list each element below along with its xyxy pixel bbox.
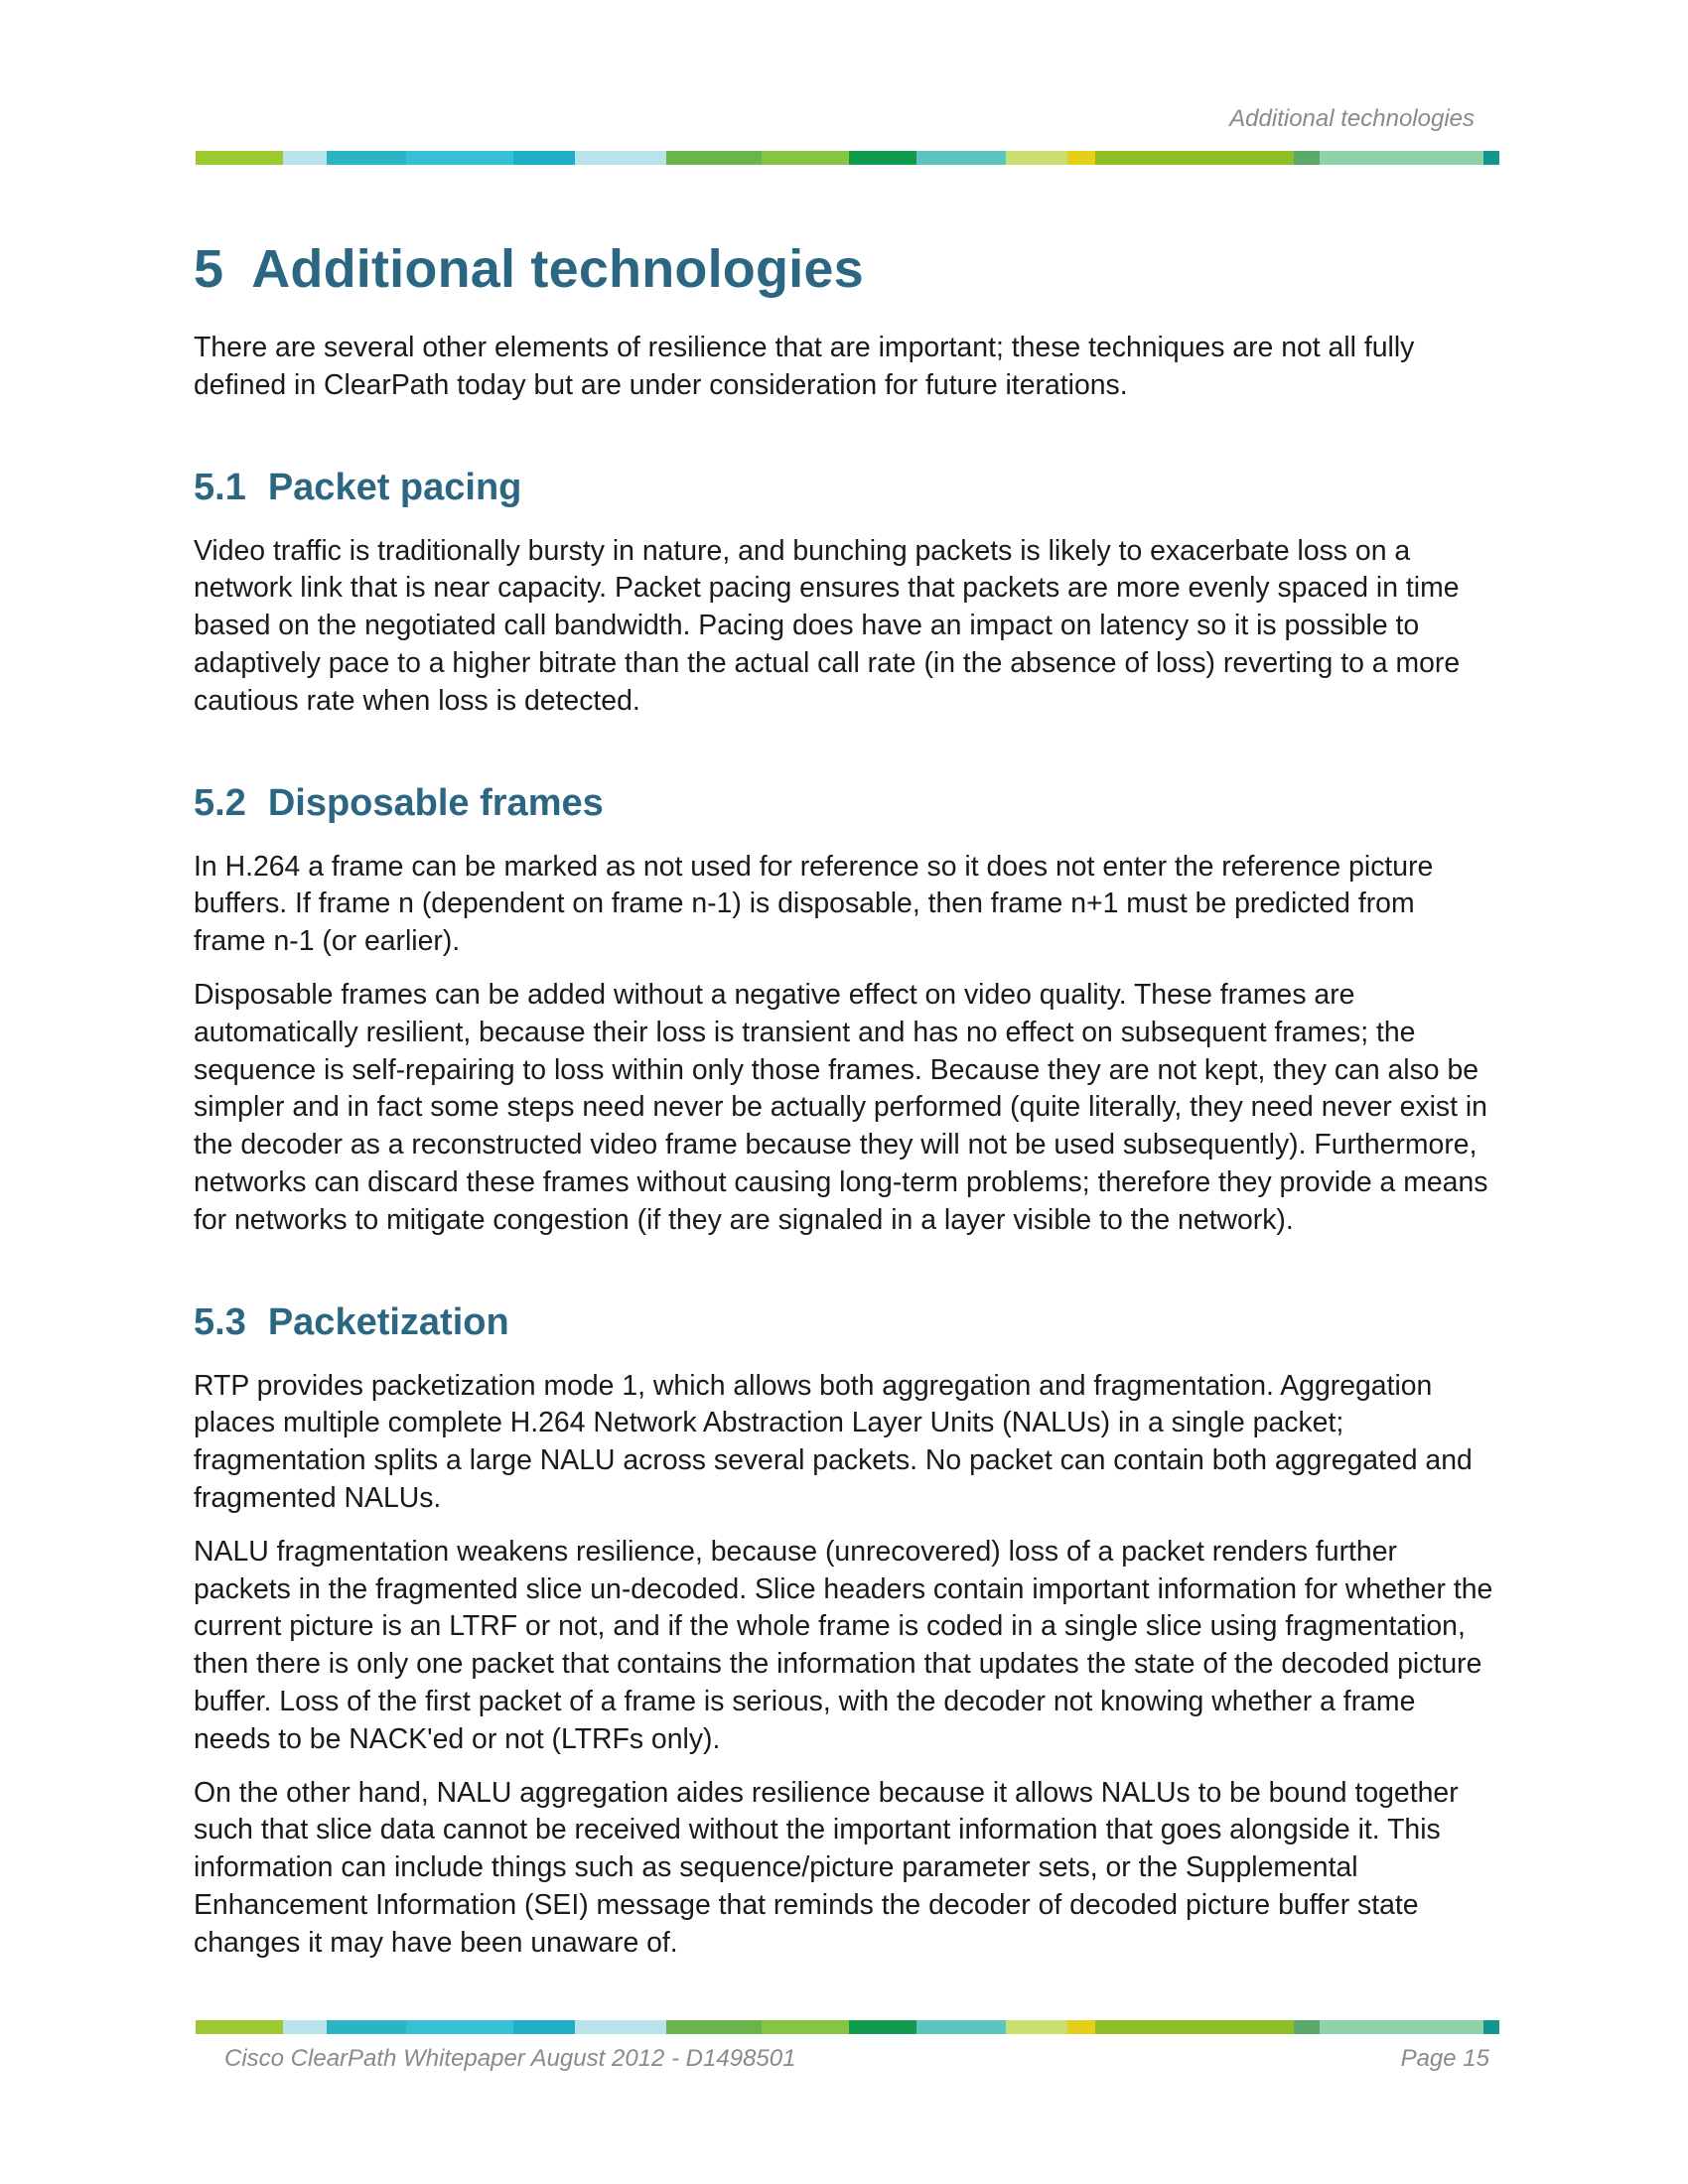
band-segment	[916, 2020, 1006, 2034]
band-segment	[1294, 151, 1320, 165]
band-segment	[327, 151, 406, 165]
band-segment	[575, 2020, 666, 2034]
footer-color-band	[196, 2020, 1499, 2034]
band-segment	[406, 151, 513, 165]
section-title: Packetization	[267, 1300, 509, 1343]
band-segment	[283, 151, 327, 165]
band-segment	[406, 2020, 513, 2034]
band-segment	[1483, 151, 1499, 165]
footer-document-title: Cisco ClearPath Whitepaper August 2012 - D1498501	[224, 2045, 796, 2072]
paragraph: On the other hand, NALU aggregation aides resilience because it allows NALUs to be bound together such that slice data cannot be received without the important information that goes alongside it. This information can include things such as sequence/picture parameter sets, or the Supplemental Enhancement Information (SEI) message that reminds the decoder of decoded picture buffer state changes it may have been unaware of.	[194, 1776, 1459, 1959]
paragraph: In H.264 a frame can be marked as not used for reference so it does not enter the reference picture buffers. If frame n (dependent on frame n-1) is disposable, then frame n+1 must be predicted from frame n-1 (or earlier).	[194, 850, 1434, 958]
band-segment	[575, 151, 666, 165]
band-segment	[849, 151, 916, 165]
band-segment	[666, 151, 762, 165]
band-segment	[196, 151, 283, 165]
paragraph: RTP provides packetization mode 1, which allows both aggregation and fragmentation. Aggregation places multiple complete H.264 Network Abstraction Layer Units (NALUs) in a single packet; fragmentation splits a large NALU across several packets. No packet can contain both aggregated and fragmented NALUs.	[194, 1369, 1473, 1514]
band-segment	[849, 2020, 916, 2034]
band-segment	[1320, 2020, 1483, 2034]
band-segment	[513, 151, 575, 165]
section-title: Packet pacing	[267, 466, 522, 508]
band-segment	[1095, 151, 1294, 165]
band-segment	[1483, 2020, 1499, 2034]
band-segment	[283, 2020, 327, 2034]
paragraph: Disposable frames can be added without a negative effect on video quality. These frames are automatically resilient, because their loss is transient and has no effect on subsequent frames; the sequence is self-repairing to loss within only those frames. Because they are not kept, they can also be simpler and in fact some steps need never be actually performed (quite literally, they need never exist in the decoder as a reconstructed video frame because they will not be used subsequently). Furthermore, networks can discard these frames without causing long-term problems; therefore they provide a means for networks to mitigate congestion (if they are signaled in a layer visible to the network).	[194, 978, 1488, 1236]
section-heading-packetization	[194, 1301, 1494, 1344]
section-number: 5.1	[194, 466, 246, 508]
section-number: 5.2	[194, 781, 246, 824]
band-segment	[327, 2020, 406, 2034]
footer-page-number: Page 15	[1400, 2045, 1489, 2072]
section-number: 5.3	[194, 1300, 246, 1343]
band-segment	[1006, 151, 1067, 165]
band-segment	[513, 2020, 575, 2034]
band-segment	[1095, 2020, 1294, 2034]
chapter-title: Additional technologies	[251, 239, 864, 299]
band-segment	[1320, 151, 1483, 165]
section-title: Disposable frames	[267, 781, 604, 824]
paragraph: NALU fragmentation weakens resilience, because (unrecovered) loss of a packet renders further packets in the fragmented slice un-decoded. Slice headers contain important information for whether the current picture is an LTRF or not, and if the whole frame is coded in a single slice using fragmentation, then there is only one packet that contains the information that updates the state of the decoded picture buffer. Loss of the first packet of a frame is serious, with the decoder not knowing whether a frame needs to be NACK'ed or not (LTRFs only).	[194, 1535, 1493, 1755]
band-segment	[762, 151, 849, 165]
chapter-heading	[194, 238, 1494, 300]
paragraph: Video traffic is traditionally bursty in nature, and bunching packets is likely to exacerbate loss on a network link that is near capacity. Packet pacing ensures that packets are more evenly spaced in time based on the negotiated call bandwidth. Pacing does have an impact on latency so it is possible to adaptively pace to a higher bitrate than the actual call rate (in the absence of loss) reverting to a more cautious rate when loss is detected.	[194, 534, 1461, 717]
band-segment	[1294, 2020, 1320, 2034]
page-content	[194, 238, 1494, 1979]
intro-paragraph: There are several other elements of resilience that are important; these techniques are not all fully defined in ClearPath today but are under consideration for future iterations.	[194, 332, 1415, 401]
section-heading-packet-pacing	[194, 467, 1494, 509]
band-segment	[1006, 2020, 1067, 2034]
running-header: Additional technologies	[1229, 105, 1475, 132]
band-segment	[196, 2020, 283, 2034]
band-segment	[1067, 151, 1095, 165]
chapter-number: 5	[194, 239, 224, 299]
band-segment	[1067, 2020, 1095, 2034]
section-heading-disposable-frames	[194, 782, 1494, 825]
band-segment	[762, 2020, 849, 2034]
band-segment	[916, 151, 1006, 165]
band-segment	[666, 2020, 762, 2034]
header-color-band	[196, 151, 1499, 165]
